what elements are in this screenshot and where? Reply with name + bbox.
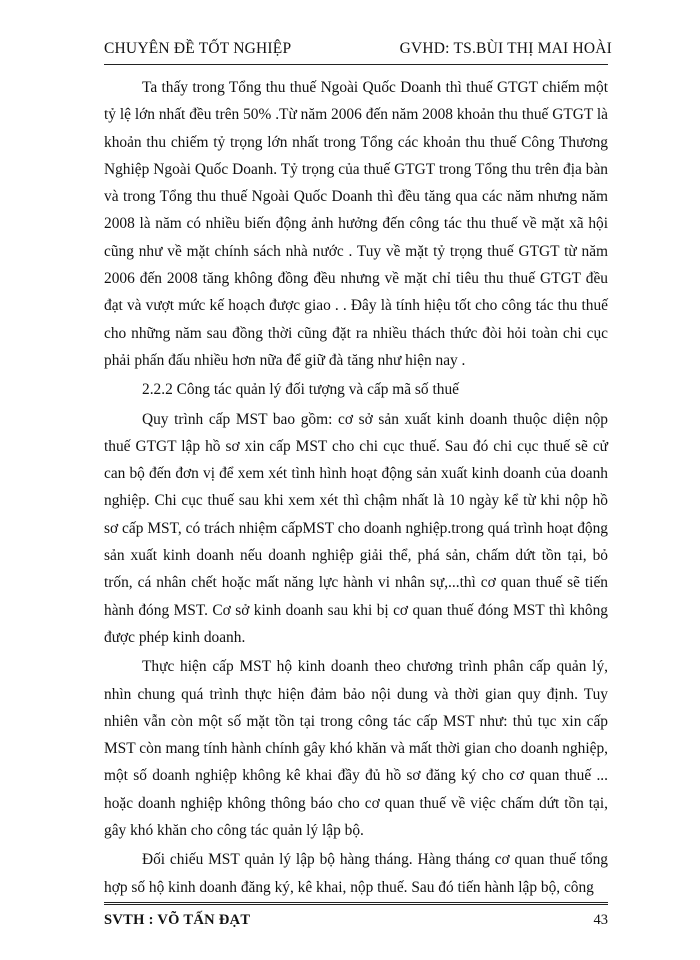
paragraph-4: Đối chiếu MST quản lý lập bộ hàng tháng. Hàng tháng cơ quan thuế tổng hợp số hộ kinh doanh đăng ký, kê khai, nộp thuế. Sau đó tiến hành lập bộ, công <box>104 851 608 896</box>
page-header <box>104 40 612 62</box>
paragraph-2: Quy trình cấp MST bao gồm: cơ sở sản xuất kinh doanh thuộc diện nộp thuế GTGT lập hồ sơ xin cấp MST cho chi cục thuế. Sau đó chi cục thuế sẽ cử can bộ đến đơn vị để xem xét tình hình hoạt động sản xuất kinh doanh của doanh nghiệp. Chi cục thuế sau khi xem xét thì chậm nhất là 10 ngày kể từ khi nộp hồ sơ cấp MST, có trách nhiệm cấpMST cho doanh nghiệp.trong quá trình hoạt động sản xuất kinh doanh nếu doanh nghiệp giải thể, phá sản, chấm dứt tồn tại, bỏ trốn, cá nhân chết hoặc mất năng lực hành vi nhân sự,...thì cơ quan thuế sẽ tiến hành đóng MST. Cơ sở kinh doanh sau khi bị cơ quan thuế đóng MST thì không được phép kinh doanh. <box>104 410 608 646</box>
footer-divider <box>104 902 608 905</box>
footer-author: SVTH : VÕ TẤN ĐẠT <box>104 912 251 928</box>
paragraph-3: Thực hiện cấp MST hộ kinh doanh theo chương trình phân cấp quản lý, nhìn chung quá trình thực hiện đảm bảo nội dung và thời gian quy định. Tuy nhiên vẫn còn một số mặt tồn tại trong công tác cấp MST như: thủ tục xin cấp MST còn mang tính hành chính gây khó khăn và mất thời gian cho doanh nghiệp, một số doanh nghiệp không kê khai đầy đủ hồ sơ đăng ký cho cơ quan thuế ... hoặc doanh nghiệp không thông báo cho cơ quan thuế về việc chấm dứt tồn tại, gây khó khăn cho công tác quản lý lập bộ. <box>104 658 608 840</box>
header-supervisor: GVHD: TS.BÙI THỊ MAI HOÀI <box>399 40 612 57</box>
page-number: 43 <box>593 912 608 928</box>
page-footer <box>104 912 608 934</box>
header-divider <box>104 64 608 65</box>
paragraph-1: Ta thấy trong Tổng thu thuế Ngoài Quốc Doanh thì thuế GTGT chiếm một tỷ lệ lớn nhất đều trên 50% .Từ năm 2006 đến năm 2008 khoản thu thuế GTGT là khoản thu chiếm tỷ trọng lớn nhất trong Tổng các khoản thu thuế Công Thương Nghiệp Ngoài Quốc Doanh. Tỷ trọng của thuế GTGT trong Tổng thu trên địa bàn và trong Tổng thu thuế Ngoài Quốc Doanh thì đều tăng qua các năm nhưng năm 2008 là năm có nhiều biến động ảnh hưởng đến công tác thu thuế về mặt xã hội cũng như về mặt chính sách nhà nước . Tuy về mặt tỷ trọng thuế GTGT từ năm 2006 đến 2008 tăng không đồng đều nhưng về mặt chỉ tiêu thu thuế GTGT đều đạt và vượt mức kế hoạch được giao . . Đây là tính hiệu tốt cho công tác thu thuế cho những năm sau đồng thời cũng đặt ra nhiều thách thức đòi hỏi toàn chi cục phải phấn đấu nhiều hơn nữa để giữ đà tăng như hiện nay . <box>104 79 608 369</box>
page-body <box>104 74 608 903</box>
section-heading: 2.2.2 Công tác quản lý đối tượng và cấp mã số thuế <box>142 381 459 399</box>
header-title: CHUYÊN ĐỀ TỐT NGHIỆP <box>104 40 292 57</box>
